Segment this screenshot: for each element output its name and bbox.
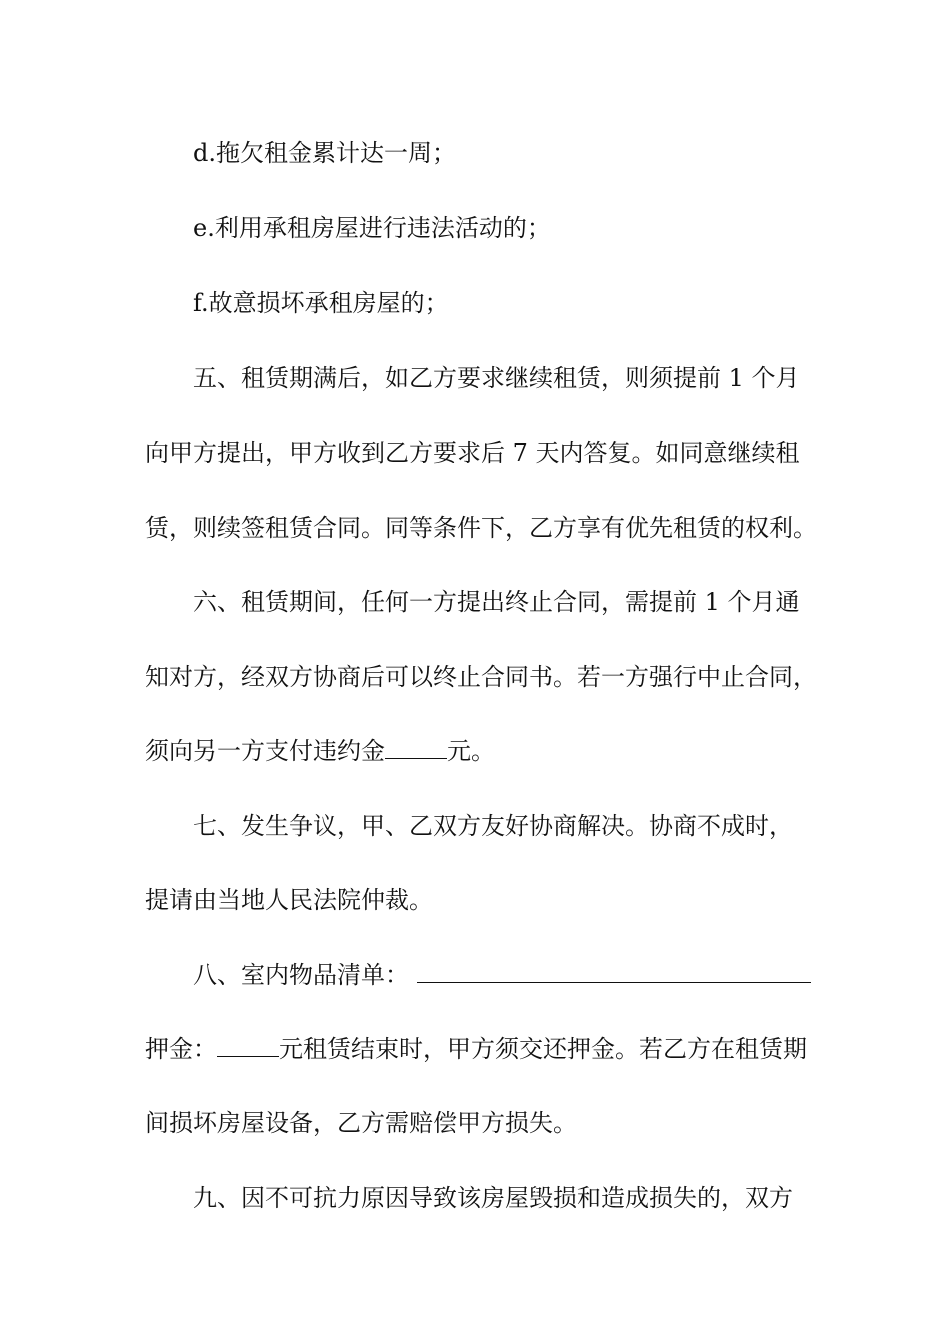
article-5-line-1: 五、租赁期满后，如乙方要求继续租赁，则须提前 1 个月 <box>193 364 800 392</box>
clause-d: d.拖欠租金累计达一周； <box>193 139 456 167</box>
article-5-line-2: 向甲方提出，甲方收到乙方要求后 7 天内答复。如同意继续租 <box>145 439 800 467</box>
article-6-line-1: 六、租赁期间，任何一方提出终止合同，需提前 1 个月通 <box>193 588 800 616</box>
clause-f: f.故意损坏承租房屋的； <box>193 289 449 317</box>
article-8-line-2 <box>145 1034 815 1064</box>
deposit-text: 元租赁结束时，甲方须交还押金。若乙方在租赁期 <box>279 1035 807 1063</box>
penalty-text: 须向另一方支付违约金 <box>145 737 385 765</box>
penalty-unit: 元。 <box>447 737 495 765</box>
article-5-line-3: 赁，则续签租赁合同。同等条件下，乙方享有优先租赁的权利。 <box>145 514 817 542</box>
penalty-amount-blank <box>385 736 447 759</box>
article-7-line-1: 七、发生争议，甲、乙双方友好协商解决。协商不成时， <box>193 812 793 840</box>
article-6-line-2: 知对方，经双方协商后可以终止合同书。若一方强行中止合同， <box>145 663 817 691</box>
deposit-amount-blank <box>217 1034 279 1057</box>
inventory-blank <box>417 960 811 983</box>
article-6-line-3 <box>145 736 815 766</box>
article-8-line-1 <box>193 960 863 990</box>
clause-e: e.利用承租房屋进行违法活动的； <box>193 214 551 242</box>
article-9-line-1: 九、因不可抗力原因导致该房屋毁损和造成损失的，双方 <box>193 1184 793 1212</box>
article-8-line-3: 间损坏房屋设备，乙方需赔偿甲方损失。 <box>145 1109 577 1137</box>
deposit-label: 押金： <box>145 1035 217 1063</box>
inventory-label: 八、室内物品清单： <box>193 961 409 989</box>
article-7-line-2: 提请由当地人民法院仲裁。 <box>145 886 433 914</box>
